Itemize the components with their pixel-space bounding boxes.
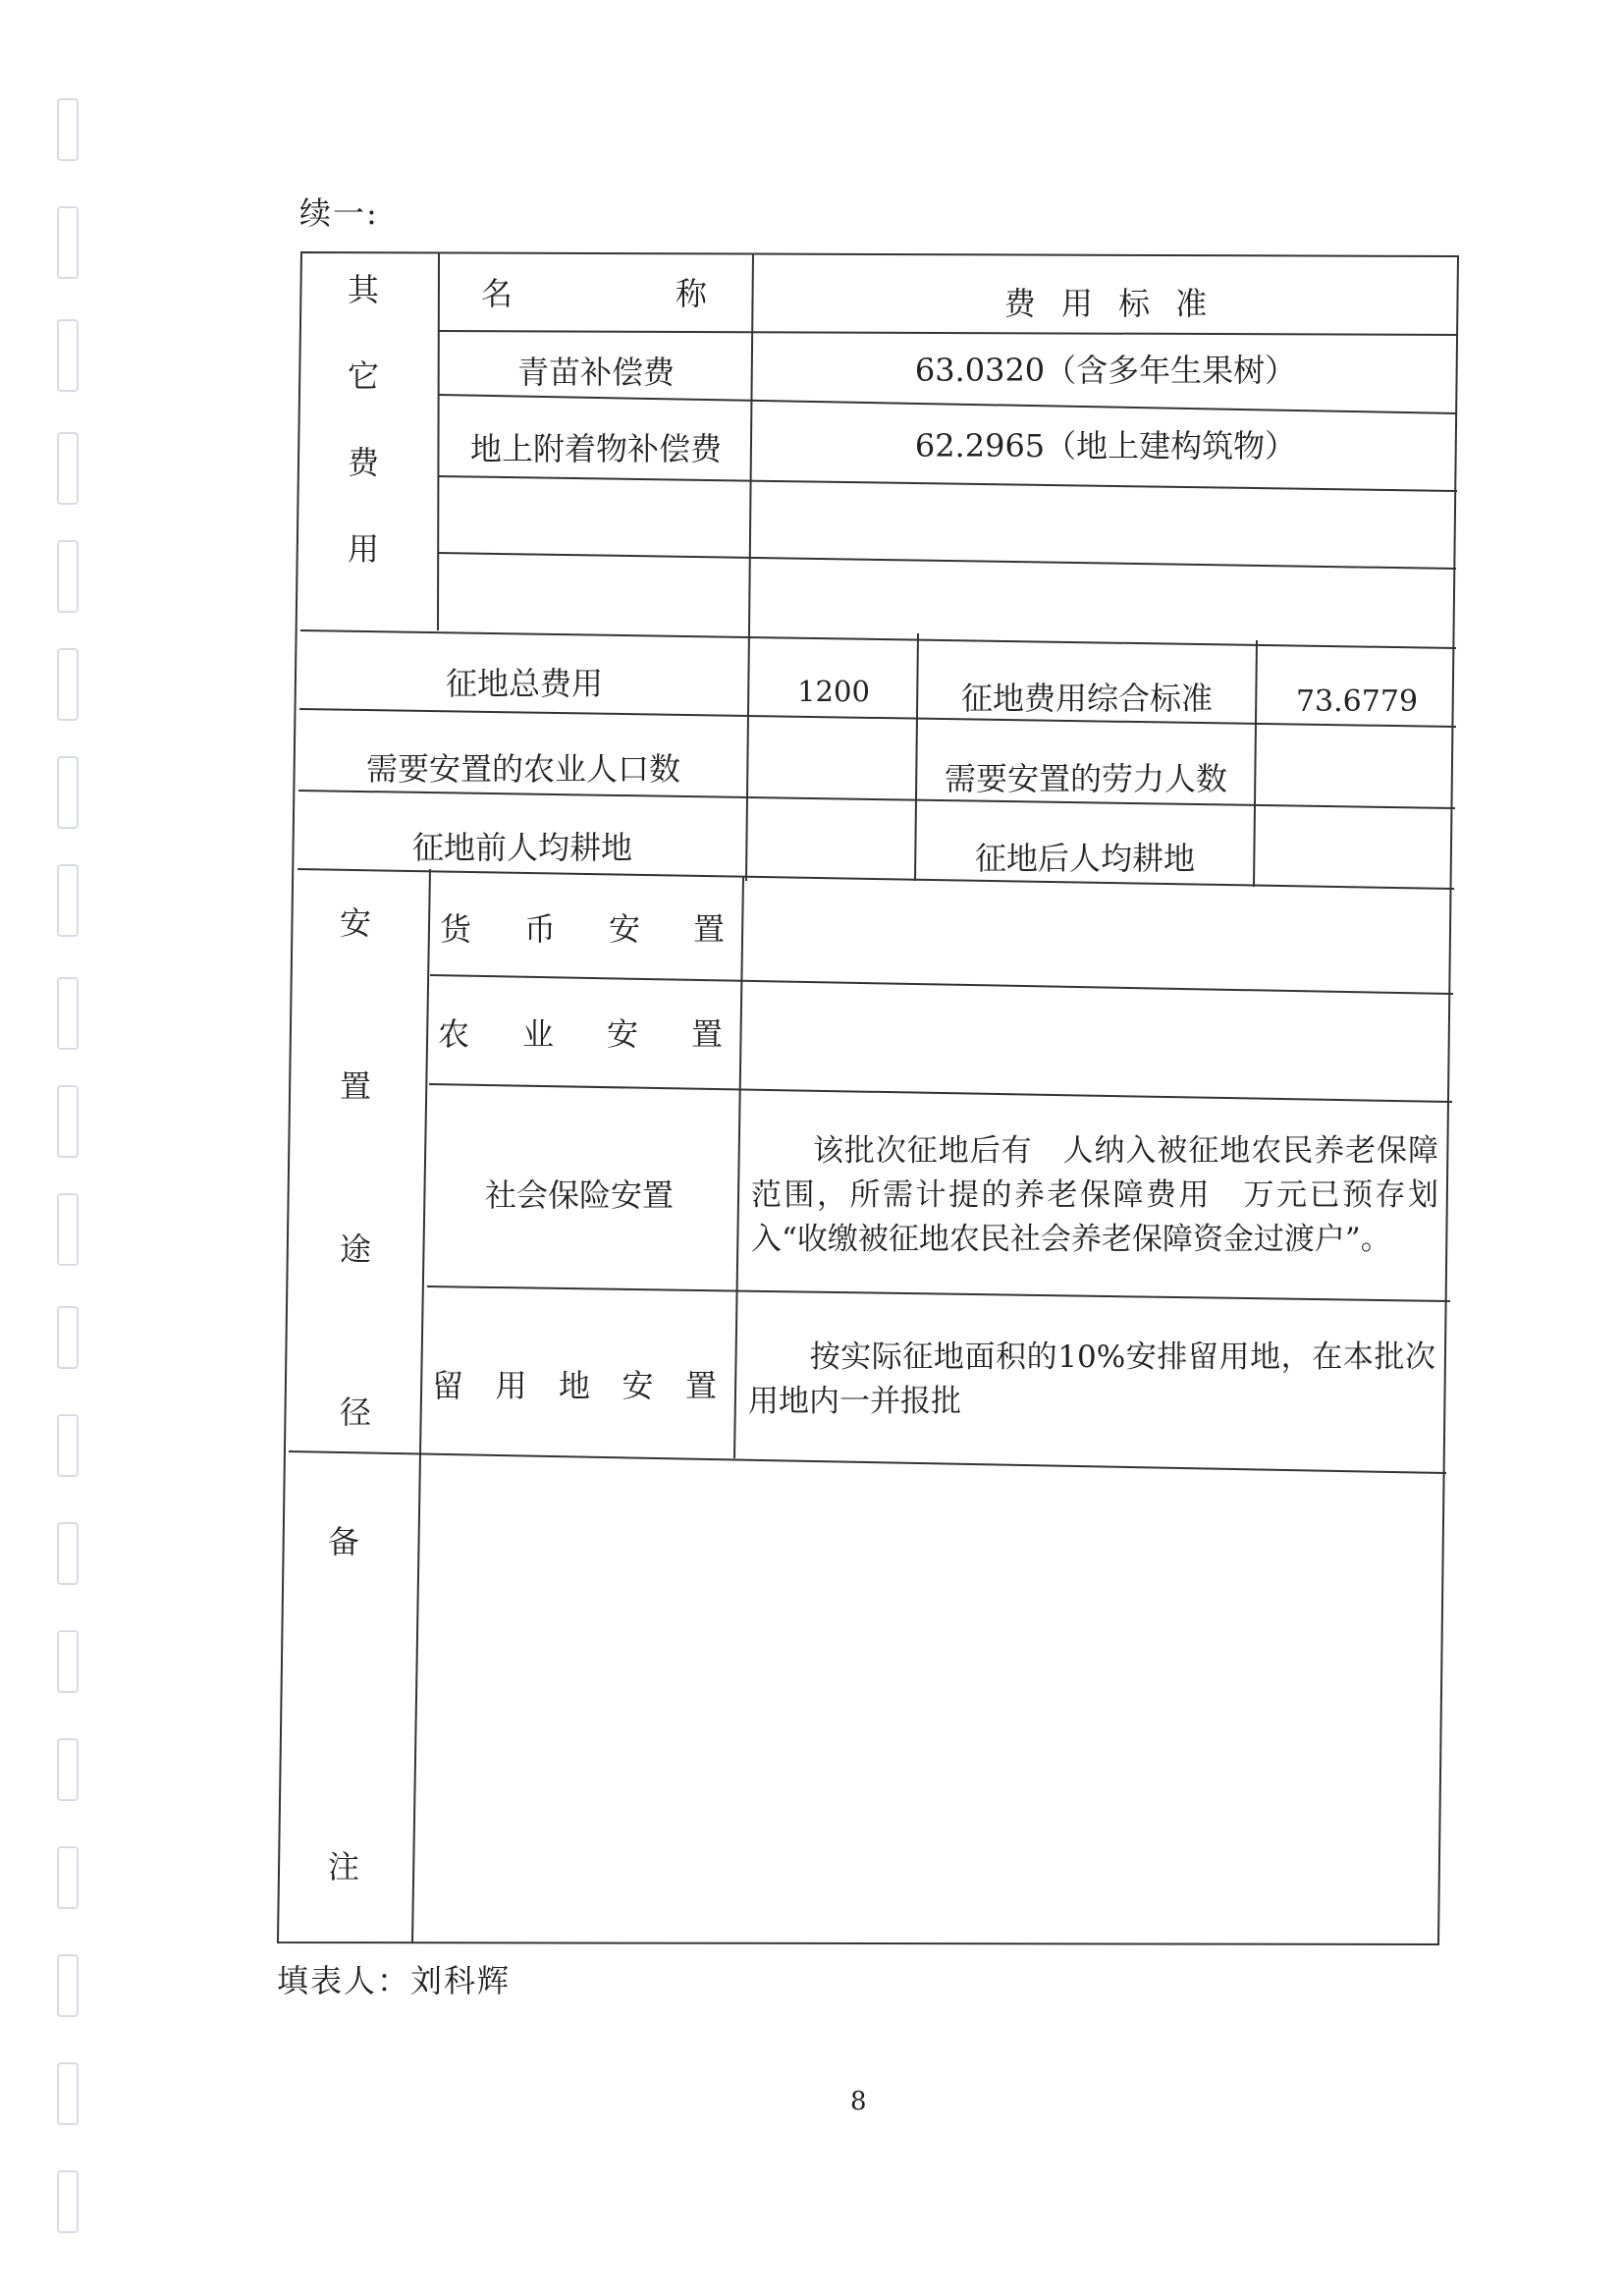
side-char: 注 bbox=[327, 1848, 359, 1886]
remarks-label bbox=[314, 1517, 373, 1887]
header-name: 名 称 bbox=[481, 275, 707, 312]
side-char: 它 bbox=[347, 357, 379, 395]
side-char: 备 bbox=[327, 1523, 359, 1560]
social-insurance-text: 该批次征地后有 人纳入被征地农民养老保障范围，所需计提的养老保障费用 万元已预存划入“收缴被征地农民社会养老保障资金过渡户”。 bbox=[751, 1133, 1439, 1257]
side-char: 其 bbox=[347, 271, 379, 308]
social-insurance-label: 社会保险安置 bbox=[484, 1176, 674, 1214]
side-char: 置 bbox=[339, 1067, 371, 1105]
overall-standard-value: 73.6779 bbox=[1295, 683, 1419, 719]
reserved-land-label: 留 用 地 安 置 bbox=[432, 1367, 717, 1404]
side-char: 用 bbox=[347, 530, 379, 568]
fee-name: 青苗补偿费 bbox=[516, 354, 675, 391]
reserved-land-text: 按实际征地面积的10%安排留用地，在本批次用地内一并报批 bbox=[748, 1339, 1435, 1419]
land-after-label: 征地后人均耕地 bbox=[974, 840, 1195, 877]
overall-standard-label: 征地费用综合标准 bbox=[960, 680, 1213, 717]
table-caption: 续一: bbox=[299, 194, 379, 232]
fee-standard: 62.2965（地上建构筑物） bbox=[914, 427, 1297, 465]
header-standard: 费 用 标 准 bbox=[1003, 285, 1208, 322]
total-cost-label: 征地总费用 bbox=[445, 665, 603, 702]
form-filler: 填表人：刘科辉 bbox=[277, 1962, 512, 1999]
labor-count-label: 需要安置的劳力人数 bbox=[944, 760, 1227, 797]
side-char: 费 bbox=[347, 444, 379, 481]
page-number: 8 bbox=[850, 2087, 867, 2116]
side-char: 途 bbox=[339, 1230, 371, 1268]
farm-population-label: 需要安置的农业人口数 bbox=[365, 750, 680, 788]
other-fees-label bbox=[334, 265, 393, 570]
total-cost-value: 1200 bbox=[797, 675, 870, 708]
agricultural-resettlement-label: 农 业 安 置 bbox=[438, 1015, 723, 1053]
resettlement-label bbox=[326, 899, 385, 1433]
fee-standard: 63.0320（含多年生果树） bbox=[914, 352, 1297, 389]
side-char: 安 bbox=[339, 904, 371, 942]
side-char: 径 bbox=[339, 1394, 371, 1431]
land-before-label: 征地前人均耕地 bbox=[411, 829, 632, 866]
fee-name: 地上附着物补偿费 bbox=[469, 430, 722, 467]
monetary-resettlement-label: 货 币 安 置 bbox=[440, 910, 725, 948]
